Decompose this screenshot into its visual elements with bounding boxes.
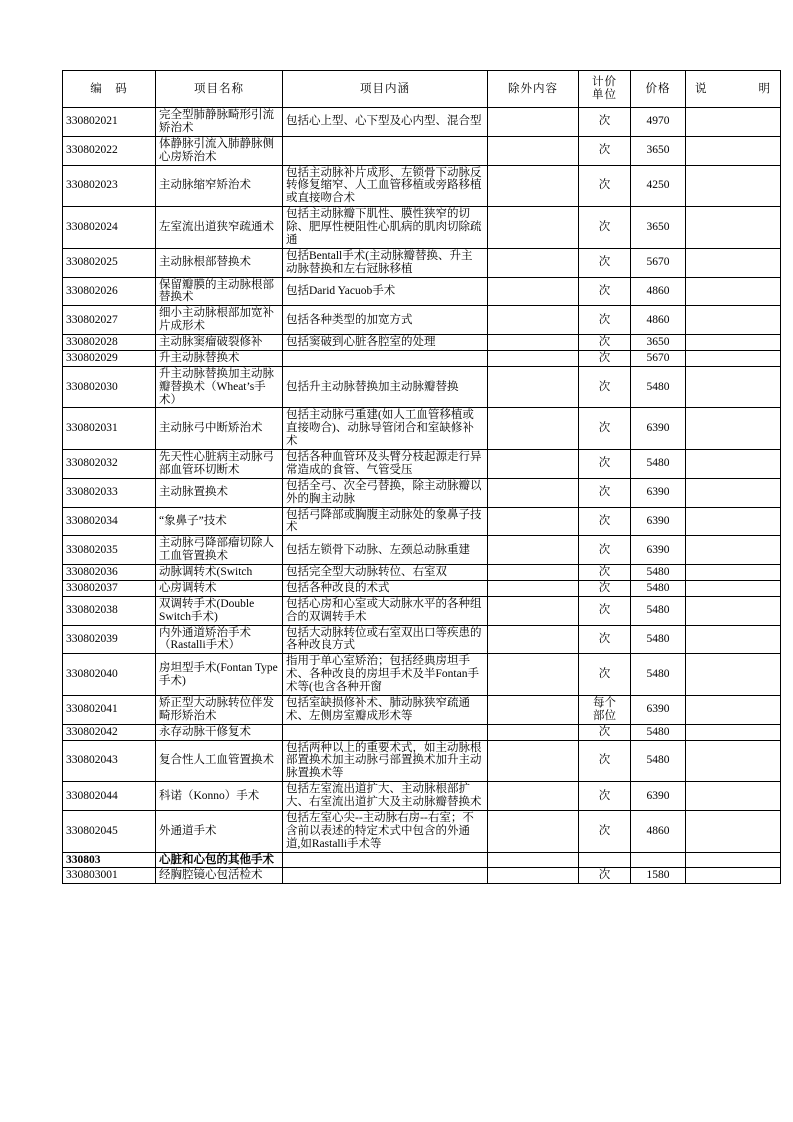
cell-code: 330802035 xyxy=(63,536,156,565)
cell-code: 330802024 xyxy=(63,207,156,249)
cell-connotation: 包括Bentall手术(主动脉瓣替换、升主动脉替换和左右冠脉移植 xyxy=(283,248,488,277)
cell-unit: 次 xyxy=(579,306,631,335)
cell-exclusion xyxy=(488,868,579,884)
cell-note xyxy=(686,277,781,306)
cell-exclusion xyxy=(488,724,579,740)
cell-connotation: 包括主动脉补片成形、左锁骨下动脉反转修复缩窄、人工血管移植或旁路移植或直接吻合术 xyxy=(283,165,488,207)
cell-price: 1580 xyxy=(631,868,686,884)
cell-name: 动脉调转术(Switch xyxy=(156,565,283,581)
cell-name: 心脏和心包的其他手术 xyxy=(156,852,283,868)
table-row xyxy=(63,108,781,137)
table-row xyxy=(63,852,781,868)
cell-connotation: 包括左室心尖--主动脉右房--右室；不含前以表述的特定术式中包含的外通道,如Rastalli手术等 xyxy=(283,810,488,852)
cell-price: 5480 xyxy=(631,654,686,696)
table-row xyxy=(63,740,781,782)
cell-connotation: 包括各种血管环及头臂分枝起源走行异常造成的食管、气管受压 xyxy=(283,450,488,479)
table-header-row xyxy=(63,71,781,108)
cell-name: 永存动脉干修复术 xyxy=(156,724,283,740)
cell-price: 4860 xyxy=(631,810,686,852)
cell-code: 330802044 xyxy=(63,782,156,811)
cell-connotation xyxy=(283,852,488,868)
cell-unit-line2: 部位 xyxy=(593,709,616,722)
cell-price: 4250 xyxy=(631,165,686,207)
cell-code: 330802032 xyxy=(63,450,156,479)
cell-connotation: 包括室缺损修补术、肺动脉狭窄疏通术、左侧房室瓣成形术等 xyxy=(283,695,488,724)
cell-exclusion xyxy=(488,596,579,625)
cell-exclusion xyxy=(488,277,579,306)
cell-unit: 次 xyxy=(579,248,631,277)
cell-unit xyxy=(579,852,631,868)
column-header-price: 价格 xyxy=(631,71,686,108)
cell-connotation: 包括全弓、次全弓替换，除主动脉瓣以外的胸主动脉 xyxy=(283,478,488,507)
cell-price: 5480 xyxy=(631,596,686,625)
cell-note xyxy=(686,565,781,581)
cell-price: 6390 xyxy=(631,782,686,811)
cell-code: 330802034 xyxy=(63,507,156,536)
cell-exclusion xyxy=(488,654,579,696)
cell-code: 330802021 xyxy=(63,108,156,137)
column-header-exclusion: 除外内容 xyxy=(488,71,579,108)
cell-exclusion xyxy=(488,335,579,351)
table-row xyxy=(63,724,781,740)
cell-code: 330802036 xyxy=(63,565,156,581)
cell-code: 330802039 xyxy=(63,625,156,654)
cell-note xyxy=(686,536,781,565)
cell-unit: 次 xyxy=(579,165,631,207)
cell-price: 3650 xyxy=(631,335,686,351)
cell-name: 主动脉缩窄矫治术 xyxy=(156,165,283,207)
cell-name: 主动脉窦瘤破裂修补 xyxy=(156,335,283,351)
cell-note xyxy=(686,596,781,625)
table-row xyxy=(63,408,781,450)
cell-connotation: 包括各种类型的加宽方式 xyxy=(283,306,488,335)
cell-price: 5480 xyxy=(631,366,686,408)
cell-name: 保留瓣膜的主动脉根部替换术 xyxy=(156,277,283,306)
column-header-unit xyxy=(579,71,631,108)
cell-connotation: 包括弓降部或胸腹主动脉处的象鼻子技术 xyxy=(283,507,488,536)
column-header-unit-line1: 计价 xyxy=(592,76,617,89)
cell-code: 330803 xyxy=(63,852,156,868)
column-header-name: 项目名称 xyxy=(156,71,283,108)
cell-unit: 次 xyxy=(579,478,631,507)
cell-price: 5670 xyxy=(631,248,686,277)
cell-exclusion xyxy=(488,408,579,450)
cell-unit: 次 xyxy=(579,740,631,782)
cell-price: 5480 xyxy=(631,625,686,654)
cell-exclusion xyxy=(488,165,579,207)
cell-connotation: 包括各种改良的术式 xyxy=(283,580,488,596)
cell-exclusion xyxy=(488,108,579,137)
cell-exclusion xyxy=(488,740,579,782)
cell-code: 330802042 xyxy=(63,724,156,740)
cell-code: 330802040 xyxy=(63,654,156,696)
table-row xyxy=(63,596,781,625)
column-header-unit-line2: 单位 xyxy=(592,89,617,101)
table-row xyxy=(63,580,781,596)
table-row xyxy=(63,248,781,277)
cell-connotation xyxy=(283,350,488,366)
cell-name: 双调转手术(Double Switch手术) xyxy=(156,596,283,625)
table-row xyxy=(63,207,781,249)
cell-unit: 次 xyxy=(579,450,631,479)
cell-note xyxy=(686,625,781,654)
cell-name: 主动脉弓降部瘤切除人工血管置换术 xyxy=(156,536,283,565)
cell-name: 主动脉弓中断矫治术 xyxy=(156,408,283,450)
cell-price: 6390 xyxy=(631,478,686,507)
cell-exclusion xyxy=(488,580,579,596)
cell-unit: 次 xyxy=(579,207,631,249)
cell-connotation: 包括心上型、心下型及心内型、混合型 xyxy=(283,108,488,137)
table-row xyxy=(63,335,781,351)
cell-unit: 次 xyxy=(579,580,631,596)
cell-price: 6390 xyxy=(631,408,686,450)
column-header-code: 编 码 xyxy=(63,71,156,108)
medical-price-table xyxy=(62,70,781,884)
cell-note xyxy=(686,782,781,811)
cell-exclusion xyxy=(488,450,579,479)
cell-unit: 次 xyxy=(579,868,631,884)
cell-exclusion xyxy=(488,852,579,868)
cell-exclusion xyxy=(488,536,579,565)
cell-code: 330802045 xyxy=(63,810,156,852)
cell-name: 细小主动脉根部加宽补片成形术 xyxy=(156,306,283,335)
cell-price: 6390 xyxy=(631,695,686,724)
cell-note xyxy=(686,740,781,782)
column-header-note xyxy=(686,71,781,108)
cell-connotation xyxy=(283,868,488,884)
cell-unit: 次 xyxy=(579,366,631,408)
cell-price: 6390 xyxy=(631,507,686,536)
cell-exclusion xyxy=(488,350,579,366)
cell-name: 心房调转术 xyxy=(156,580,283,596)
cell-connotation: 包括左室流出道扩大、主动脉根部扩大、右室流出道扩大及主动脉瓣替换术 xyxy=(283,782,488,811)
cell-note xyxy=(686,136,781,165)
cell-note xyxy=(686,366,781,408)
table-row xyxy=(63,450,781,479)
cell-connotation xyxy=(283,724,488,740)
cell-price: 3650 xyxy=(631,207,686,249)
cell-name: 主动脉置换术 xyxy=(156,478,283,507)
cell-code: 330802033 xyxy=(63,478,156,507)
cell-name: 先天性心脏病主动脉弓部血管环切断术 xyxy=(156,450,283,479)
cell-code: 330802023 xyxy=(63,165,156,207)
cell-unit: 次 xyxy=(579,277,631,306)
cell-exclusion xyxy=(488,248,579,277)
cell-code: 330802043 xyxy=(63,740,156,782)
cell-unit: 次 xyxy=(579,724,631,740)
table-row xyxy=(63,277,781,306)
cell-exclusion xyxy=(488,695,579,724)
cell-code: 330802038 xyxy=(63,596,156,625)
cell-note xyxy=(686,868,781,884)
table-row xyxy=(63,306,781,335)
cell-code: 330802029 xyxy=(63,350,156,366)
cell-name: 内外通道矫治手术（Rastalli手术） xyxy=(156,625,283,654)
table-row xyxy=(63,625,781,654)
cell-price: 4860 xyxy=(631,306,686,335)
cell-price xyxy=(631,852,686,868)
cell-exclusion xyxy=(488,306,579,335)
cell-note xyxy=(686,654,781,696)
cell-unit: 次 xyxy=(579,654,631,696)
cell-connotation: 包括主动脉瓣下肌性、膜性狭窄的切除、肥厚性梗阻性心肌病的肌肉切除疏通 xyxy=(283,207,488,249)
cell-exclusion xyxy=(488,565,579,581)
cell-unit: 次 xyxy=(579,810,631,852)
cell-unit xyxy=(579,695,631,724)
cell-name: 主动脉根部替换术 xyxy=(156,248,283,277)
cell-connotation xyxy=(283,136,488,165)
cell-note xyxy=(686,852,781,868)
cell-price: 5480 xyxy=(631,724,686,740)
cell-note xyxy=(686,165,781,207)
table-row xyxy=(63,565,781,581)
cell-unit: 次 xyxy=(579,596,631,625)
table-row xyxy=(63,165,781,207)
cell-connotation: 包括心房和心室或大动脉水平的各种组合的双调转手术 xyxy=(283,596,488,625)
cell-note xyxy=(686,408,781,450)
table-row xyxy=(63,366,781,408)
cell-exclusion xyxy=(488,782,579,811)
cell-unit-line1: 每个 xyxy=(593,696,616,709)
table-row xyxy=(63,654,781,696)
cell-note xyxy=(686,724,781,740)
column-header-note-left: 说 xyxy=(695,82,708,95)
cell-name: 升主动脉替换术 xyxy=(156,350,283,366)
cell-unit: 次 xyxy=(579,625,631,654)
cell-note xyxy=(686,580,781,596)
table-row xyxy=(63,782,781,811)
cell-note xyxy=(686,450,781,479)
cell-name: 复合性人工血管置换术 xyxy=(156,740,283,782)
cell-name: 经胸腔镜心包活检术 xyxy=(156,868,283,884)
cell-note xyxy=(686,207,781,249)
cell-price: 6390 xyxy=(631,536,686,565)
cell-code: 330802028 xyxy=(63,335,156,351)
cell-note xyxy=(686,507,781,536)
column-header-connotation: 项目内涵 xyxy=(283,71,488,108)
cell-note xyxy=(686,350,781,366)
cell-code: 330803001 xyxy=(63,868,156,884)
cell-note xyxy=(686,248,781,277)
cell-unit: 次 xyxy=(579,335,631,351)
cell-code: 330802026 xyxy=(63,277,156,306)
cell-note xyxy=(686,306,781,335)
cell-unit: 次 xyxy=(579,565,631,581)
table-body xyxy=(63,108,781,884)
cell-exclusion xyxy=(488,136,579,165)
cell-code: 330802041 xyxy=(63,695,156,724)
table-row xyxy=(63,868,781,884)
cell-code: 330802025 xyxy=(63,248,156,277)
cell-unit: 次 xyxy=(579,782,631,811)
cell-code: 330802022 xyxy=(63,136,156,165)
cell-exclusion xyxy=(488,366,579,408)
cell-price: 5480 xyxy=(631,450,686,479)
cell-price: 4970 xyxy=(631,108,686,137)
cell-unit: 次 xyxy=(579,536,631,565)
cell-connotation: 包括完全型大动脉转位、右室双 xyxy=(283,565,488,581)
cell-name: 外通道手术 xyxy=(156,810,283,852)
cell-unit: 次 xyxy=(579,350,631,366)
cell-name: 左室流出道狭窄疏通术 xyxy=(156,207,283,249)
cell-name: 矫正型大动脉转位伴发畸形矫治术 xyxy=(156,695,283,724)
cell-unit: 次 xyxy=(579,108,631,137)
cell-note xyxy=(686,335,781,351)
cell-connotation: 包括大动脉转位或右室双出口等疾患的各种改良方式 xyxy=(283,625,488,654)
column-header-note-right: 明 xyxy=(758,82,771,95)
cell-connotation: 包括窦破到心脏各腔室的处理 xyxy=(283,335,488,351)
table-row xyxy=(63,695,781,724)
cell-price: 3650 xyxy=(631,136,686,165)
table-row xyxy=(63,478,781,507)
cell-note xyxy=(686,478,781,507)
cell-name: 房坦型手术(Fontan Type手术) xyxy=(156,654,283,696)
cell-note xyxy=(686,810,781,852)
cell-connotation: 包括主动脉弓重建(如人工血管移植或直接吻合)、动脉导管闭合和室缺修补术 xyxy=(283,408,488,450)
cell-name: “象鼻子”技术 xyxy=(156,507,283,536)
cell-name: 体静脉引流入肺静脉侧心房矫治术 xyxy=(156,136,283,165)
cell-price: 5480 xyxy=(631,740,686,782)
cell-code: 330802031 xyxy=(63,408,156,450)
cell-unit: 次 xyxy=(579,408,631,450)
cell-connotation: 包括两种以上的重要术式，如主动脉根部置换术加主动脉弓部置换术加升主动脉置换术等 xyxy=(283,740,488,782)
cell-code: 330802030 xyxy=(63,366,156,408)
table-row xyxy=(63,810,781,852)
cell-exclusion xyxy=(488,507,579,536)
table-header xyxy=(63,71,781,108)
table-row xyxy=(63,507,781,536)
cell-connotation: 包括左锁骨下动脉、左颈总动脉重建 xyxy=(283,536,488,565)
cell-unit: 次 xyxy=(579,136,631,165)
cell-note xyxy=(686,108,781,137)
table-row xyxy=(63,350,781,366)
cell-name: 升主动脉替换加主动脉瓣替换术（Wheat’s手术） xyxy=(156,366,283,408)
cell-name: 完全型肺静脉畸形引流矫治术 xyxy=(156,108,283,137)
cell-note xyxy=(686,695,781,724)
cell-connotation: 包括升主动脉替换加主动脉瓣替换 xyxy=(283,366,488,408)
cell-code: 330802027 xyxy=(63,306,156,335)
cell-price: 5480 xyxy=(631,565,686,581)
cell-price: 5480 xyxy=(631,580,686,596)
cell-exclusion xyxy=(488,810,579,852)
cell-exclusion xyxy=(488,207,579,249)
cell-name: 科诺（Konno）手术 xyxy=(156,782,283,811)
cell-connotation: 包括Darid Yacuob手术 xyxy=(283,277,488,306)
table-row xyxy=(63,136,781,165)
cell-code: 330802037 xyxy=(63,580,156,596)
cell-connotation: 指用于单心室矫治；包括经典房坦手术、各种改良的房坦手术及半Fontan手术等(也含各种开窗 xyxy=(283,654,488,696)
cell-exclusion xyxy=(488,625,579,654)
cell-price: 4860 xyxy=(631,277,686,306)
cell-unit: 次 xyxy=(579,507,631,536)
cell-exclusion xyxy=(488,478,579,507)
table-row xyxy=(63,536,781,565)
cell-price: 5670 xyxy=(631,350,686,366)
